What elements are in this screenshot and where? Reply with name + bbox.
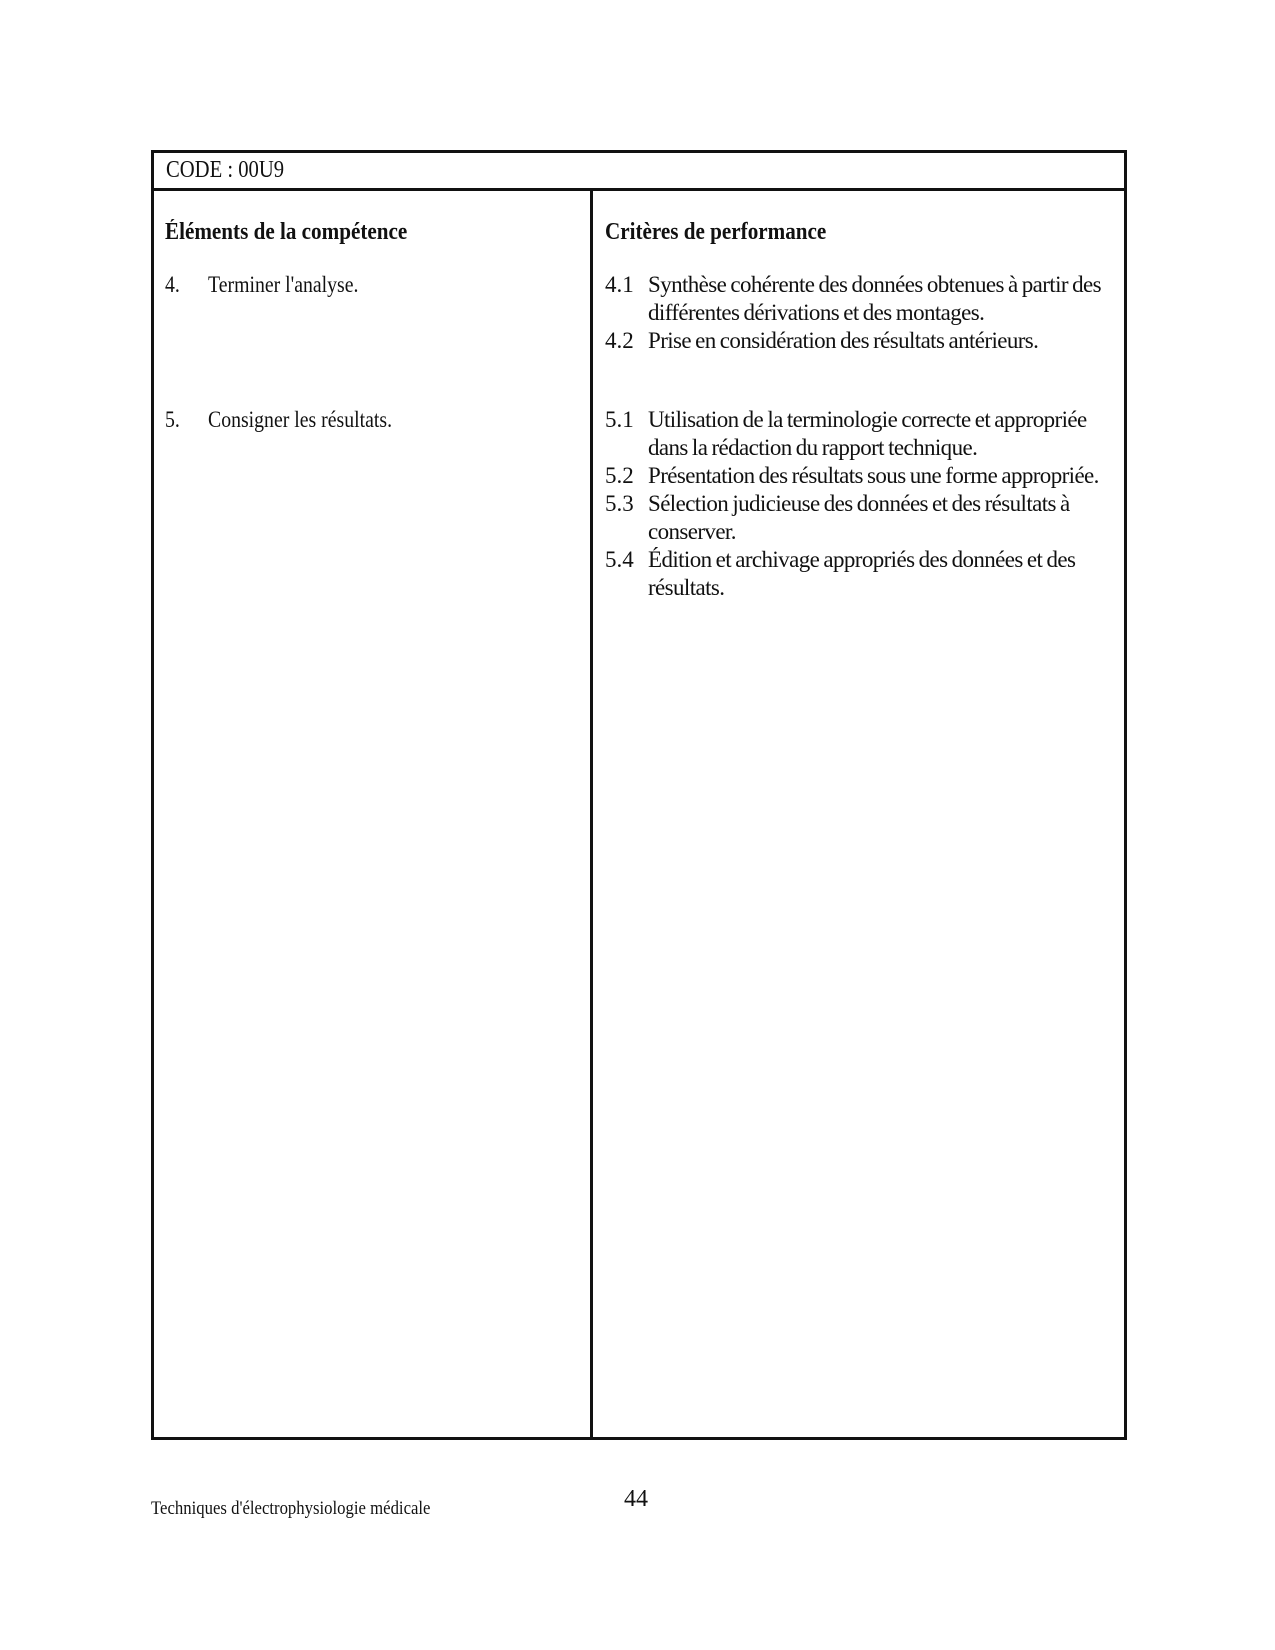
criterion-item [605,490,1120,546]
column-divider [590,191,593,1437]
criteria-heading: Critères de performance [605,219,827,245]
criterion-text: Utilisation de la terminologie correcte et appropriée dans la rédaction du rapport technique. [648,407,1087,460]
criterion-item [605,327,1120,355]
element-text: Terminer l'analyse. [208,272,359,297]
element-number: 4. [165,272,180,297]
criterion-number: 4.2 [605,328,634,353]
elements-heading: Éléments de la compétence [165,219,408,245]
criterion-text: Édition et archivage appropriés des données et des résultats. [648,547,1076,600]
criterion-text: Présentation des résultats sous une forme appropriée. [648,463,1099,488]
page-number: 44 [624,1486,648,1512]
criterion-number: 5.1 [605,407,634,432]
criterion-text: Sélection judicieuse des données et des résultats à conserver. [648,491,1070,544]
competency-table [151,150,1127,1440]
element-text: Consigner les résultats. [208,407,393,432]
criterion-number: 4.1 [605,272,634,297]
code-row [154,153,1124,191]
code-label: CODE : 00U9 [166,157,285,183]
criterion-number: 5.4 [605,547,634,572]
criterion-item [605,406,1120,462]
criterion-text: Synthèse cohérente des données obtenues à partir des différentes dérivations et des montages. [648,272,1101,325]
elements-column [165,191,585,1437]
criteria-group [605,271,1120,355]
criterion-text: Prise en considération des résultats antérieurs. [648,328,1039,353]
criterion-item [605,546,1120,602]
element-number: 5. [165,407,180,432]
criteria-column [605,191,1120,1437]
criterion-number: 5.3 [605,491,634,516]
criterion-number: 5.2 [605,463,634,488]
footer-title: Techniques d'électrophysiologie médicale [151,1498,431,1519]
criteria-group [605,406,1120,602]
criterion-item [605,271,1120,327]
criterion-item [605,462,1120,490]
